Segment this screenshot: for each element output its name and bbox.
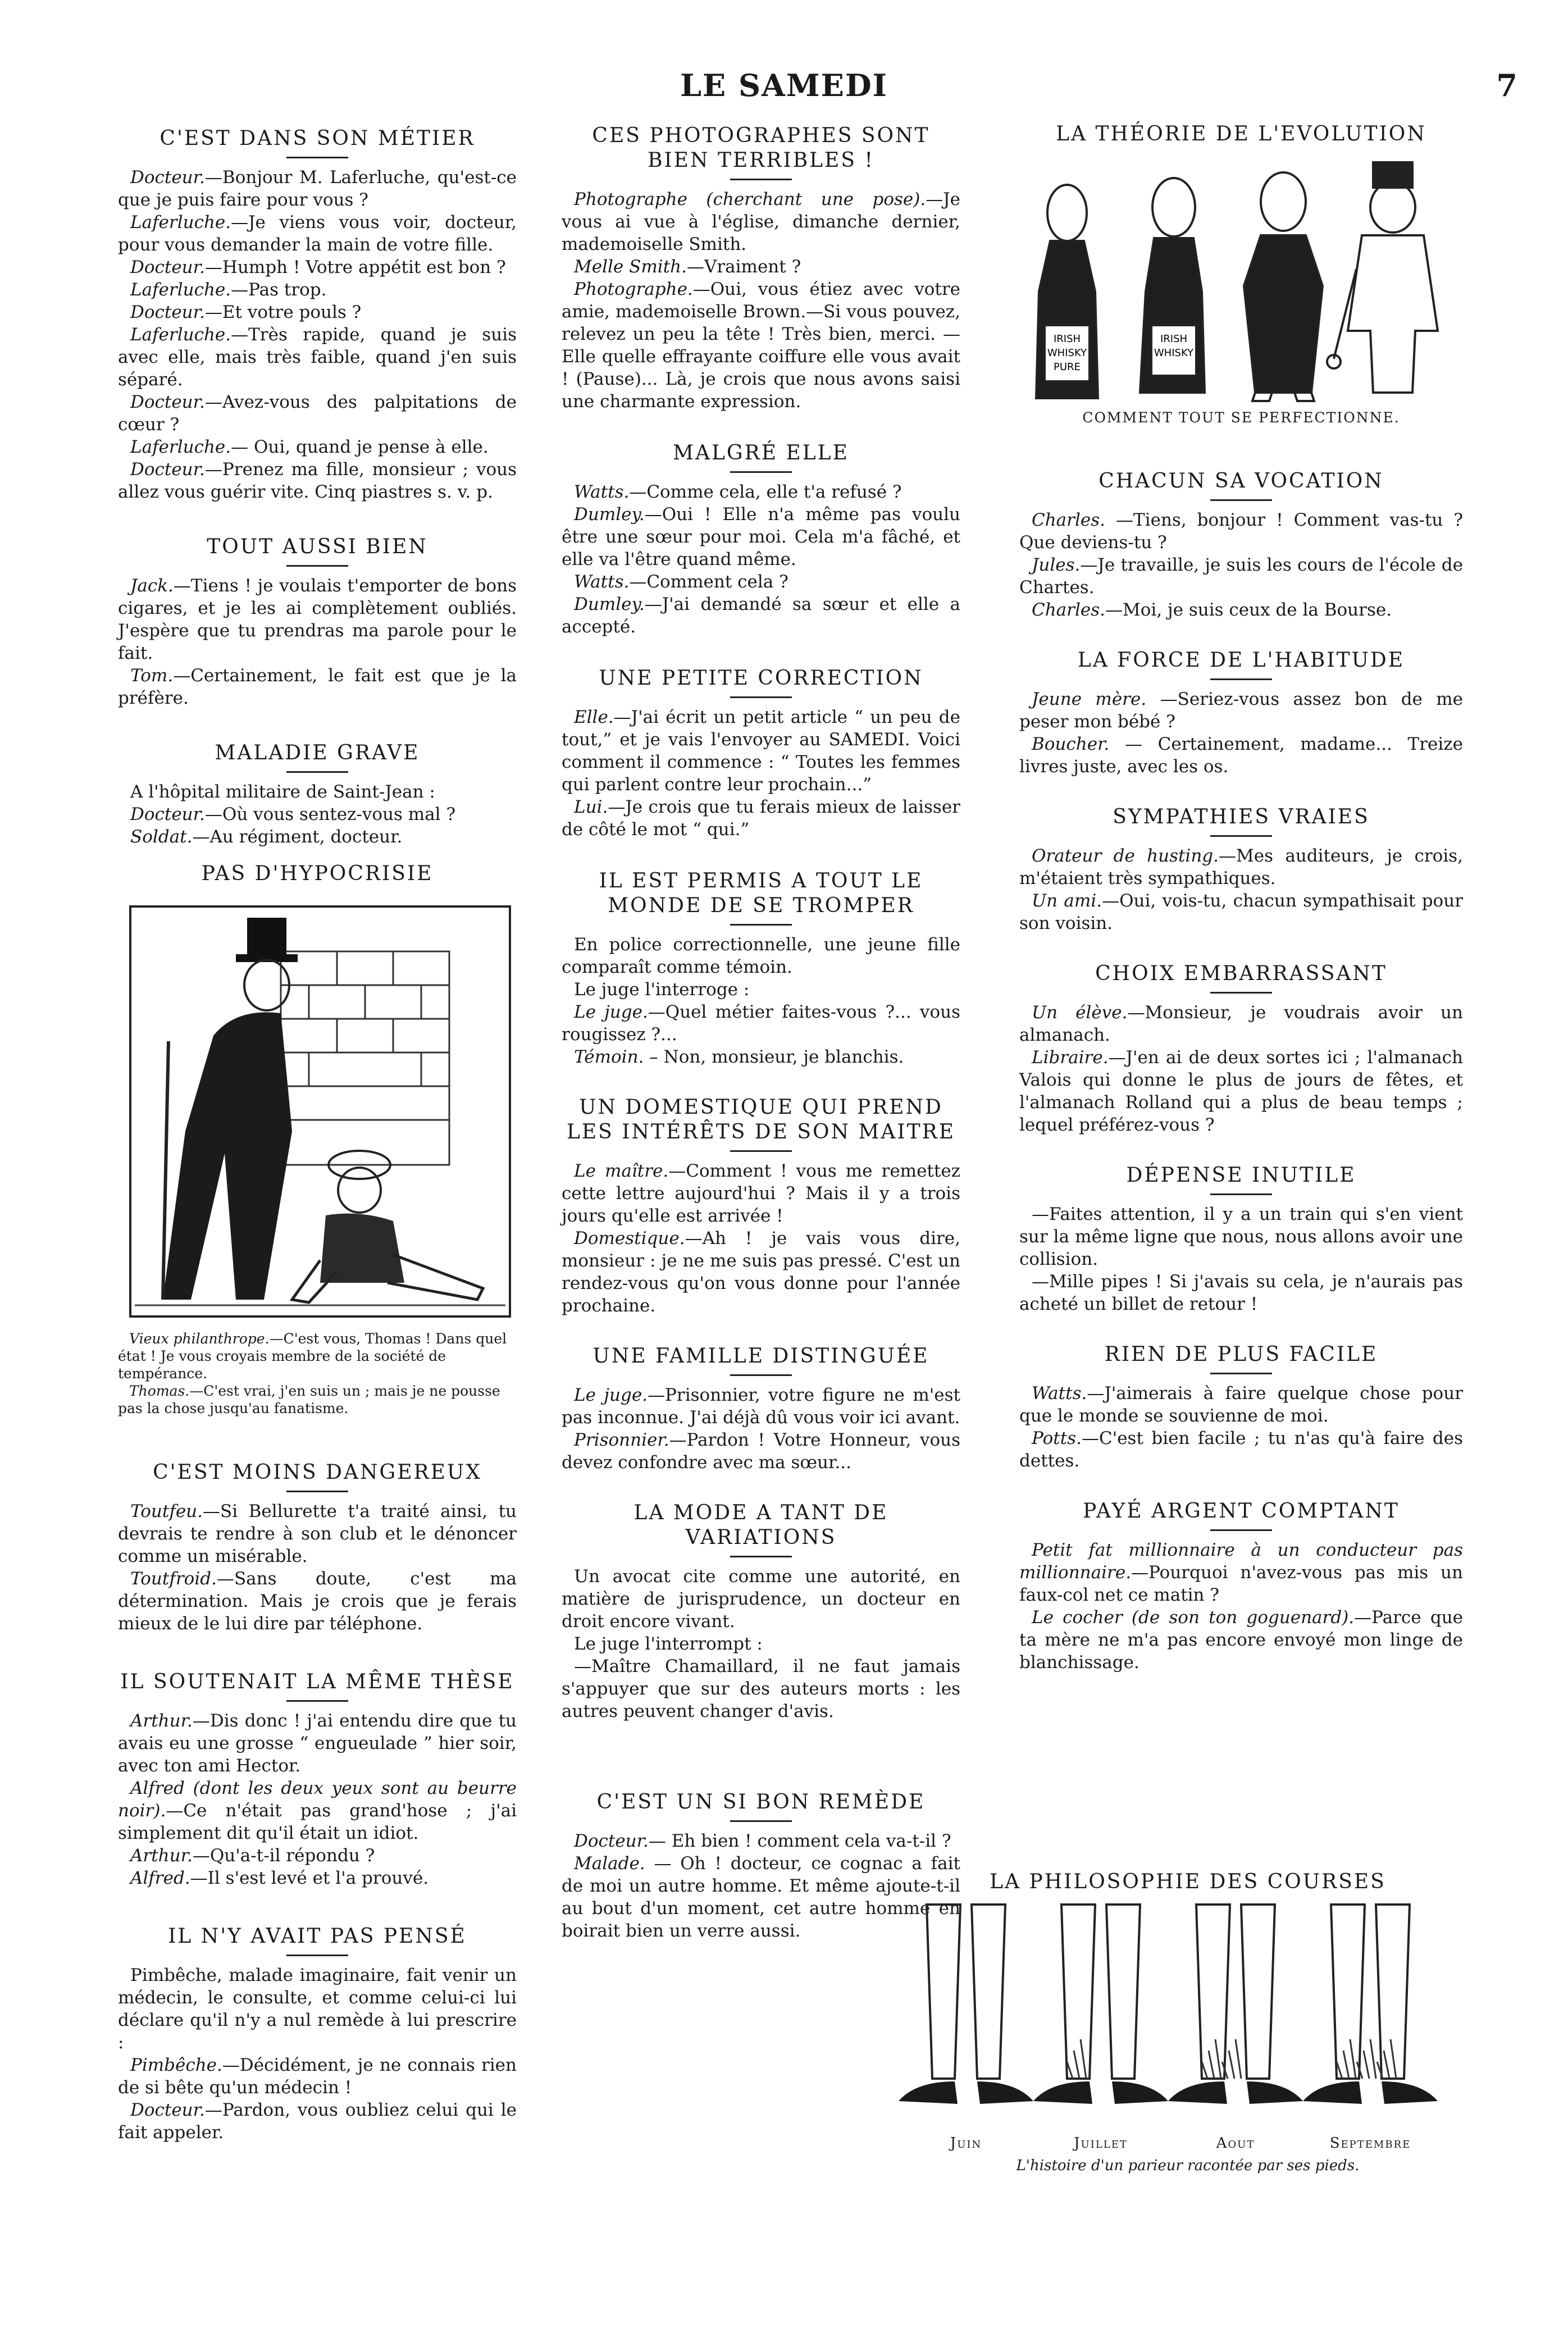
dialogue-line [1019, 554, 1463, 599]
title-rule [730, 1556, 792, 1557]
speaker-name: Jules. [1032, 555, 1081, 575]
line-text: —Prenez ma fille, monsieur ; vous allez vous guérir vite. Cinq piastres s. v. p. [118, 459, 517, 502]
title-rule [730, 471, 792, 473]
dialogue-line [118, 826, 517, 848]
line-text: A l'hôpital militaire de Saint-Jean : [130, 782, 435, 802]
month-label-septembre: Septembre [1329, 2135, 1411, 2152]
line-text: —Avez-vous des palpitations de cœur ? [118, 392, 517, 435]
article-depense-inutile [1019, 1163, 1463, 1315]
line-text: Le juge l'interroge : [574, 980, 750, 1000]
line-text: —Maître Chamaillard, il ne faut jamais s'appuyer que sur des auteurs morts : les autres peuvent changer d'avis. [562, 1656, 960, 1721]
speaker-name: Photographe. [574, 279, 693, 299]
column-1 [118, 126, 517, 848]
dialogue-line [562, 1001, 960, 1046]
line-text: Un avocat cite comme une autorité, en matière de jurisprudence, un docteur en droit encore vivant. [562, 1566, 960, 1632]
article-rien-de-plus-facile [1019, 1342, 1463, 1472]
line-text: — Oh ! docteur, ce cognac a fait de moi un autre homme. Et même ajoute-t-il au bout d'un moment, cet autre homme en boirait bien un verre aussi. [562, 1853, 960, 1941]
speaker-name: Docteur. [130, 392, 205, 412]
title-rule [286, 771, 348, 773]
title-rule [730, 1150, 792, 1152]
article-title: LA FORCE DE L'HABITUDE [1077, 649, 1405, 672]
article-chacun-sa-vocation [1019, 469, 1463, 621]
dialogue-line [118, 256, 517, 279]
line-text: —Oui ! Elle n'a même pas voulu être une sœur pour moi. Cela m'a fâché, et elle va l'être quand même. [562, 504, 960, 570]
dialogue-line [562, 1565, 960, 1633]
article-il-n-y-avait-pas-pense [118, 1924, 517, 2144]
dialogue-line [562, 481, 960, 503]
dialogue-line [1019, 509, 1463, 554]
speaker-name: Le maître. [574, 1161, 669, 1181]
line-text: —Bonjour M. Laferluche, qu'est-ce que je puis faire pour vous ? [118, 167, 517, 210]
hypocrisie-illustration [124, 895, 511, 1322]
line-text: —J'ai demandé sa sœur et elle a accepté. [562, 594, 960, 637]
line-text: — Oui, quand je pense à elle. [231, 437, 489, 457]
speaker-name: Toutfeu. [130, 1501, 203, 1521]
article-title: UN DOMESTIQUE QUI PREND LES INTÉRÊTS DE SON MAITRE [567, 1096, 955, 1144]
column-1-bottom [118, 1460, 517, 2144]
line-text: —C'est vous, Thomas ! Dans quel état ! Je vous croyais membre de la société de tempérance. [118, 1331, 507, 1382]
speaker-name: Watts. [574, 482, 630, 502]
line-text: —Comment ! vous me remettez cette lettre aujourd'hui ? Mais il y a trois jours qu'elle est arrivée ! [562, 1161, 961, 1226]
line-text: —Vraiment ? [686, 257, 801, 277]
speaker-name: Elle. [574, 707, 614, 727]
article-title: PAS D'HYPOCRISIE [201, 862, 434, 885]
speaker-name: Photographe (cherchant une pose). [574, 189, 926, 209]
article-title: CES PHOTOGRAPHES SONT BIEN TERRIBLES ! [592, 124, 930, 172]
line-text: —Comment cela ? [629, 572, 788, 592]
speaker-name: Lui. [574, 797, 608, 817]
article-il-soutenait-la-meme-these [118, 1670, 517, 1889]
dialogue-line [1019, 1539, 1463, 1606]
line-text: —Je crois que tu ferais mieux de laisser de côté le mot “ qui.” [562, 797, 960, 840]
column-3 [1019, 469, 1463, 1674]
hypocrisie-caption [118, 1330, 517, 1417]
line-text: —Je travaille, je suis les cours de l'école de Chartes. [1019, 555, 1463, 598]
courses-month-row [831, 2135, 1466, 2157]
speaker-name: Boucher. [1032, 734, 1110, 754]
line-text: —C'est vrai, j'en suis un ; mais je ne pousse pas la chose jusqu'au fanatisme. [118, 1383, 500, 1416]
dialogue-line [562, 1429, 960, 1474]
article-title: SYMPATHIES VRAIES [1113, 805, 1370, 828]
line-text: —Pourquoi n'avez-vous pas mis un faux-col net ce matin ? [1019, 1562, 1463, 1605]
article-title: PAYÉ ARGENT COMPTANT [1083, 1500, 1400, 1523]
speaker-name: Soldat. [130, 827, 193, 847]
article-title: CHOIX EMBARRASSANT [1095, 962, 1387, 985]
dialogue-line [118, 1844, 517, 1867]
line-text: – Non, monsieur, je blanchis. [644, 1047, 904, 1067]
dialogue-line [118, 324, 517, 391]
bottle-label-2a: IRISH [1160, 333, 1188, 345]
speaker-name: Watts. [1032, 1383, 1087, 1404]
article-ces-photographes-sont-bien-terribles [562, 124, 960, 413]
line-text: —Décidément, je ne connais rien de si bête qu'un médecin ! [118, 2055, 517, 2098]
article-theorie-evolution [1019, 122, 1463, 426]
article-une-famille-distinguee [562, 1344, 960, 1474]
article-title: UNE PETITE CORRECTION [599, 667, 923, 690]
dialogue-line [118, 1777, 517, 1844]
title-rule [286, 1955, 348, 1956]
speaker-name: Tom. [130, 666, 174, 686]
speaker-name: Libraire. [1032, 1047, 1109, 1068]
speaker-name: Docteur. [130, 257, 205, 277]
line-text: —Parce que ta mère ne m'a pas encore envoyé mon linge de blanchissage. [1019, 1607, 1463, 1673]
article-paye-argent-comptant [1019, 1499, 1463, 1674]
article-la-force-de-l-habitude [1019, 648, 1463, 778]
line-text: —J'aimerais à faire quelque chose pour que le monde se souvienne de moi. [1019, 1383, 1463, 1426]
legs-juin [899, 1905, 1033, 2104]
line-text: — Eh bien ! comment cela va-t-il ? [648, 1831, 951, 1851]
legs-juillet [1033, 1905, 1168, 2104]
article-title: C'EST UN SI BON REMÈDE [596, 1791, 926, 1814]
line-text: —Oui, vous étiez avec votre amie, mademoiselle Brown.—Si vous pouvez, relevez un peu la tête ! Très bien, merci. —Elle quelle effrayante coiffure elle vous avait ! (Pause)... Là, je crois que nous avons saisi une charmante expression. [562, 279, 960, 412]
speaker-name: Pimbêche. [130, 2055, 222, 2075]
dialogue-line [118, 1500, 517, 1568]
dialogue-line [562, 571, 960, 593]
title-rule [730, 1374, 792, 1376]
speaker-name: Docteur. [130, 167, 205, 188]
line-text: —Pardon, vous oubliez celui qui le fait appeler. [118, 2100, 517, 2143]
line-text: —J'en ai de deux sortes ici ; l'almanach Valois qui donne le plus de jours de fêtes, et l'almanach Rolland qui a plus de beau temps ; lequel préférez-vous ? [1019, 1047, 1463, 1135]
speaker-name: Vieux philanthrope. [129, 1331, 270, 1347]
dialogue-line [562, 933, 960, 978]
speaker-name: Alfred (dont les deux yeux sont au beurre noir). [118, 1778, 517, 1821]
speaker-name: Laferluche. [130, 437, 231, 457]
title-rule [1210, 678, 1272, 680]
line-text: —Je viens vous voir, docteur, pour vous demander la main de votre fille. [118, 212, 517, 255]
dialogue-line [1019, 1382, 1463, 1427]
evolution-caption: COMMENT TOUT SE PERFECTIONNE. [1082, 409, 1400, 426]
line-text: —Sans doute, c'est ma détermination. Mais je crois que je ferais mieux de le lui dire par téléphone. [118, 1569, 517, 1634]
speaker-name: Charles. [1032, 510, 1106, 530]
caption-line [118, 1382, 517, 1417]
speaker-name: Laferluche. [130, 280, 231, 300]
dialogue-line [562, 1655, 960, 1723]
speaker-name: Thomas. [129, 1383, 190, 1399]
article-title: RIEN DE PLUS FACILE [1104, 1343, 1378, 1366]
dialogue-line [118, 391, 517, 436]
line-text: Pimbêche, malade imaginaire, fait venir un médecin, le consulte, et comme celui-ci lui déclare qu'il n'y a nul remède à lui prescrire : [118, 1965, 517, 2053]
article-malgre-elle [562, 441, 960, 638]
line-text: —Tiens, bonjour ! Comment vas-tu ? Que deviens-tu ? [1019, 510, 1463, 553]
speaker-name: Docteur. [130, 804, 205, 824]
dialogue-line [118, 166, 517, 211]
line-text: —Il s'est levé et l'a prouvé. [190, 1868, 429, 1888]
line-text: —Pas trop. [231, 280, 327, 300]
speaker-name: Témoin. [574, 1047, 644, 1067]
bottle-2 [1140, 178, 1205, 393]
bottle-label-1c: PURE [1054, 361, 1081, 373]
dialogue-line [118, 575, 517, 664]
article-tout-aussi-bien [118, 535, 517, 709]
dialogue-line [1019, 890, 1463, 935]
speaker-name: Un ami. [1032, 891, 1102, 911]
article-une-petite-correction [562, 666, 960, 841]
title-rule [730, 696, 792, 698]
dialogue-line [1019, 599, 1463, 621]
article-title: CHACUN SA VOCATION [1098, 470, 1384, 493]
line-text: —Pardon ! Votre Honneur, vous devez confondre avec ma sœur... [562, 1430, 960, 1473]
article-title: TOUT AUSSI BIEN [207, 535, 428, 558]
line-text: —Humph ! Votre appétit est bon ? [204, 257, 506, 277]
dialogue-line [562, 1830, 960, 1852]
article-title: IL EST PERMIS A TOUT LE MONDE DE SE TROMPER [599, 869, 923, 917]
title-rule [730, 179, 792, 180]
dialogue-line [118, 1867, 517, 1889]
speaker-name: Jeune mère. [1032, 689, 1147, 709]
legs-aout [1168, 1905, 1303, 2104]
article-title: UNE FAMILLE DISTINGUÉE [592, 1345, 929, 1368]
speaker-name: Melle Smith. [574, 257, 687, 277]
article-c-est-moins-dangereux [118, 1460, 517, 1635]
dialogue-line [118, 1710, 517, 1777]
title-rule [730, 1820, 792, 1822]
dialogue-line [118, 803, 517, 826]
speaker-name: Laferluche. [130, 212, 231, 233]
dialogue-line [118, 279, 517, 301]
speaker-name: Watts. [574, 572, 630, 592]
title-rule [1210, 1373, 1272, 1374]
dialogue-line [1019, 1270, 1463, 1315]
dialogue-line [118, 2099, 517, 2144]
dialogue-line [1019, 1001, 1463, 1046]
article-pas-d-hypocrisie [118, 862, 517, 1417]
title-rule [286, 157, 348, 158]
dialogue-line [118, 301, 517, 324]
evolution-illustration [1019, 145, 1463, 409]
article-title: LA MODE A TANT DE VARIATIONS [633, 1501, 888, 1549]
dialogue-line [1019, 1046, 1463, 1136]
article-choix-embarrassant [1019, 962, 1463, 1136]
title-rule [730, 924, 792, 926]
article-sympathies-vraies [1019, 805, 1463, 935]
title-rule [1210, 499, 1272, 501]
line-text: —Dis donc ! j'ai entendu dire que tu avais eu une grosse “ engueulade ” hier soir, avec ton ami Hector. [118, 1711, 517, 1776]
speaker-name: Charles. [1032, 600, 1106, 620]
speaker-name: Le juge. [574, 1385, 648, 1405]
article-title: MALGRÉ ELLE [673, 441, 849, 464]
line-text: —Prisonnier, votre figure ne m'est pas inconnue. J'ai déjà dû vous voir ici avant. [562, 1385, 960, 1428]
article-philosophie-courses [831, 1870, 1466, 2174]
speaker-name: Dumley. [574, 504, 645, 525]
month-label-juillet: Juillet [1074, 2135, 1128, 2152]
dialogue-line [562, 1384, 960, 1429]
line-text: —Oui, vois-tu, chacun sympathisait pour son voisin. [1019, 891, 1464, 933]
line-text: —Mes auditeurs, je crois, m'étaient très sympathiques. [1019, 846, 1464, 889]
article-c-est-dans-son-metier [118, 126, 517, 503]
speaker-name: Petit fat millionnaire à un conducteur pas millionnaire. [1019, 1540, 1463, 1583]
speaker-name: Arthur. [130, 1711, 193, 1731]
article-title: LA THÉORIE DE L'EVOLUTION [1056, 122, 1426, 145]
dialogue-line [562, 1160, 960, 1227]
title-rule [286, 565, 348, 567]
title-rule [1210, 992, 1272, 994]
dialogue-line [1019, 845, 1463, 890]
dialogue-line [562, 796, 960, 841]
title-rule [1210, 835, 1272, 837]
page-header-title: LE SAMEDI [680, 67, 888, 103]
speaker-name: Prisonnier. [574, 1430, 669, 1450]
line-text: —Ce n'était pas grand'hose ; j'ai simplement dit qu'il était un idiot. [118, 1801, 517, 1843]
dialogue-line [118, 458, 517, 503]
line-text: Le juge l'interrompt : [574, 1634, 763, 1654]
line-text: — Certainement, madame... Treize livres juste, avec les os. [1019, 734, 1463, 777]
line-text: —Et votre pouls ? [204, 302, 362, 322]
line-text: —Au régiment, docteur. [192, 827, 403, 847]
dialogue-line [562, 706, 960, 796]
line-text: —Je vous ai vue à l'église, dimanche dernier, mademoiselle Smith. [562, 189, 960, 254]
article-title: MALADIE GRAVE [215, 741, 420, 764]
speaker-name: Potts. [1032, 1428, 1082, 1448]
policeman-figure [1327, 162, 1438, 393]
line-text: —Mille pipes ! Si j'avais su cela, je n'aurais pas acheté un billet de retour ! [1019, 1272, 1463, 1314]
speaker-name: Un élève. [1032, 1003, 1128, 1023]
line-text: —C'est bien facile ; tu n'as qu'à faire des dettes. [1019, 1428, 1463, 1471]
caption-line [118, 1330, 517, 1382]
line-text: —Tiens ! je voulais t'emporter de bons cigares, et je les ai complètement oubliés. J'espère que tu prendras ma parole pour le fait. [118, 576, 517, 663]
dialogue-line [118, 1964, 517, 2054]
line-text: —Si Bellurette t'a traité ainsi, tu devrais te rendre à son club et le dénoncer comme un misérable. [118, 1501, 517, 1566]
article-title: C'EST MOINS DANGEREUX [153, 1461, 482, 1484]
title-rule [1210, 1193, 1272, 1195]
speaker-name: Malade. [574, 1853, 645, 1874]
dialogue-line [118, 436, 517, 458]
courses-illustration [831, 1893, 1466, 2135]
dialogue-line [1019, 1203, 1463, 1270]
line-text: —Faites attention, il y a un train qui s'en vient sur la même ligne que nous, nous allons avoir une collision. [1019, 1204, 1463, 1269]
speaker-name: Orateur de husting. [1032, 846, 1219, 866]
article-la-mode-a-tant-de-variations [562, 1501, 960, 1723]
speaker-name: Jack. [130, 576, 174, 596]
line-text: —Très rapide, quand je suis avec elle, mais très faible, quand j'en suis séparé. [118, 325, 517, 390]
article-title: C'EST DANS SON MÉTIER [159, 127, 475, 150]
speaker-name: Laferluche. [130, 325, 231, 345]
line-text: —Moi, je suis ceux de la Bourse. [1105, 600, 1392, 620]
dialogue-line [562, 593, 960, 638]
month-label-aout: Aout [1216, 2135, 1255, 2152]
legs-septembre [1303, 1905, 1438, 2104]
bottle-label-1a: IRISH [1053, 333, 1081, 345]
dialogue-line [562, 256, 960, 278]
dialogue-line [562, 1633, 960, 1655]
article-un-domestique-qui-prend-les-interets-de-son-maitre [562, 1095, 960, 1317]
speaker-name: Le cocher (de son ton goguenard). [1032, 1607, 1355, 1628]
speaker-name: Le juge. [574, 1002, 648, 1022]
line-text: —Monsieur, je voudrais avoir un almanach. [1019, 1003, 1463, 1045]
article-title: IL SOUTENAIT LA MÊME THÈSE [120, 1670, 514, 1693]
article-il-est-permis-a-tout-le-monde-de-se-tromper [562, 869, 960, 1068]
dialogue-line [1019, 1606, 1463, 1674]
speaker-name: Toutfroid. [130, 1569, 217, 1589]
line-text: —Comme cela, elle t'a refusé ? [629, 482, 902, 502]
speaker-name: Docteur. [130, 302, 205, 322]
speaker-name: Dumley. [574, 594, 645, 614]
dialogue-line [562, 1227, 960, 1317]
article-title: LA PHILOSOPHIE DES COURSES [990, 1870, 1386, 1893]
title-rule [1210, 1529, 1272, 1531]
line-text: —Certainement, le fait est que je la préfère. [118, 666, 517, 708]
speaker-name: Docteur. [130, 459, 205, 480]
speaker-name: Alfred. [130, 1868, 190, 1888]
line-text: En police correctionnelle, une jeune fille comparaît comme témoin. [562, 935, 960, 977]
dialogue-line [562, 1046, 960, 1068]
dialogue-line [118, 664, 517, 709]
dialogue-line [118, 2054, 517, 2099]
bottle-3 [1244, 172, 1323, 401]
line-text: —Qu'a-t-il répondu ? [192, 1846, 375, 1866]
article-maladie-grave [118, 741, 517, 848]
article-title: IL N'Y AVAIT PAS PENSÉ [168, 1925, 467, 1948]
bottle-label-2b: WHISKY [1154, 347, 1194, 359]
line-text: —Quel métier faites-vous ?... vous rougissez ?... [562, 1002, 960, 1045]
speaker-name: Arthur. [130, 1846, 193, 1866]
speaker-name: Docteur. [574, 1831, 649, 1851]
dialogue-line [562, 188, 960, 256]
line-text: —Ah ! je vais vous dire, monsieur : je ne me suis pas pressé. C'est un rendez-vous qu'on vous donne pour l'année prochaine. [562, 1228, 960, 1316]
article-title: DÉPENSE INUTILE [1126, 1164, 1356, 1187]
dialogue-line [118, 781, 517, 803]
speaker-name: Docteur. [130, 2100, 205, 2120]
title-rule [286, 1700, 348, 1702]
title-rule [286, 1491, 348, 1492]
line-text: —J'ai écrit un petit article “ un peu de tout,” et je vais l'envoyer au SAMEDI. Voici comment il commence : “ Toutes les femmes qui parlent contre leur prochain...” [562, 707, 960, 795]
dialogue-line [562, 278, 960, 413]
dialogue-line [1019, 733, 1463, 778]
column-2 [562, 124, 960, 1942]
dialogue-line [1019, 1427, 1463, 1472]
courses-caption: L'histoire d'un parieur racontée par ses pieds. [1016, 2157, 1360, 2174]
bottle-label-1b: WHISKY [1047, 347, 1087, 359]
dialogue-line [562, 503, 960, 571]
month-label-juin: Juin [950, 2135, 982, 2152]
page-number: 7 [1496, 67, 1517, 103]
line-text: —Où vous sentez-vous mal ? [204, 804, 456, 824]
dialogue-line [1019, 688, 1463, 733]
line-text: —Seriez-vous assez bon de me peser mon bébé ? [1019, 689, 1464, 732]
dialogue-line [118, 211, 517, 256]
dialogue-line [118, 1568, 517, 1635]
dialogue-line [562, 978, 960, 1001]
speaker-name: Domestique. [574, 1228, 685, 1249]
